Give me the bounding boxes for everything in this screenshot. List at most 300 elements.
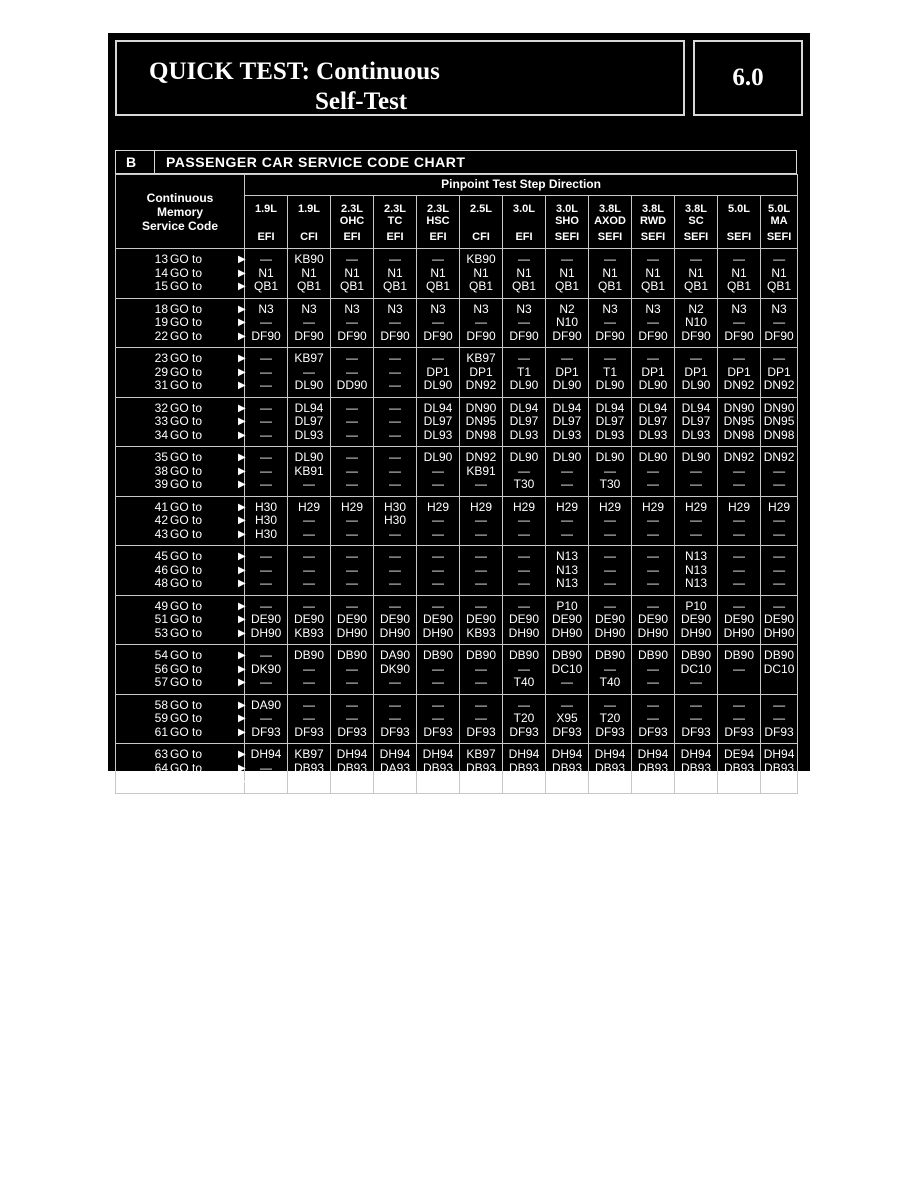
pinpoint-step: — xyxy=(518,526,530,541)
pinpoint-step-cell xyxy=(675,546,718,596)
engine-column-header xyxy=(718,196,761,249)
arrow-right-icon: ▶ xyxy=(238,614,246,625)
pinpoint-step-cell xyxy=(546,249,589,299)
pinpoint-step: N3 xyxy=(473,301,489,316)
engine-column-header xyxy=(417,196,460,249)
pinpoint-step: DL94 xyxy=(552,400,582,415)
arrow-right-icon: ▶ xyxy=(238,303,246,315)
pinpoint-step-cell xyxy=(331,645,374,695)
code-group-row xyxy=(116,645,798,695)
pinpoint-step: N13 xyxy=(555,562,578,577)
pinpoint-step: DF93 xyxy=(294,724,324,739)
pinpoint-step-cell xyxy=(460,546,503,596)
pinpoint-step-cell xyxy=(761,546,798,596)
pinpoint-step: — xyxy=(389,562,401,577)
pinpoint-step: — xyxy=(604,315,616,329)
pinpoint-step: — xyxy=(346,351,358,365)
arrow-right-icon: ▶ xyxy=(238,281,246,292)
pinpoint-step: — xyxy=(346,661,358,676)
pinpoint-step: DF93 xyxy=(595,724,625,739)
pinpoint-step: DD90 xyxy=(336,378,368,392)
go-to-label: GO to xyxy=(170,747,203,761)
pinpoint-step: — xyxy=(475,549,487,563)
pinpoint-step-cell xyxy=(417,694,460,744)
service-code: 41 xyxy=(154,499,168,514)
arrow-right-icon: ▶ xyxy=(238,501,246,513)
pinpoint-step: N1 xyxy=(473,265,489,280)
service-code: 49 xyxy=(154,598,168,613)
pinpoint-step: — xyxy=(432,463,444,478)
service-code: 23 xyxy=(154,351,168,365)
fuel-system: SEFI xyxy=(597,231,623,243)
pinpoint-step: — xyxy=(733,549,745,563)
pinpoint-step: DF90 xyxy=(380,328,410,343)
service-code-cell xyxy=(116,298,245,348)
service-code-line xyxy=(122,649,244,663)
pinpoint-step: DH90 xyxy=(637,625,669,640)
pinpoint-step: — xyxy=(733,576,745,590)
pinpoint-step-cell xyxy=(460,447,503,497)
pinpoint-step: — xyxy=(518,576,530,590)
pinpoint-step: — xyxy=(733,513,745,527)
pinpoint-step-cell xyxy=(331,249,374,299)
pinpoint-step-cell xyxy=(460,249,503,299)
pinpoint-step: N1 xyxy=(771,265,787,280)
pinpoint-step: — xyxy=(475,675,487,689)
pinpoint-step-cell xyxy=(761,645,798,695)
pinpoint-step: KB93 xyxy=(466,625,496,640)
pinpoint-step: DN90 xyxy=(465,400,497,415)
service-code-line xyxy=(122,366,244,380)
engine-size-line xyxy=(761,203,797,227)
pinpoint-step: DF90 xyxy=(251,328,281,343)
service-code-table xyxy=(115,174,798,794)
fuel-system: CFI xyxy=(300,231,318,243)
service-code: 65 xyxy=(154,774,168,788)
pinpoint-step-cell xyxy=(245,348,288,398)
code-group-row xyxy=(116,447,798,497)
pinpoint-step-cell xyxy=(675,645,718,695)
pinpoint-step: — xyxy=(432,697,444,712)
pinpoint-step-cell xyxy=(675,348,718,398)
pinpoint-step: — xyxy=(389,450,401,464)
arrow-right-icon: ▶ xyxy=(238,600,246,612)
pinpoint-step: — xyxy=(389,477,401,491)
pinpoint-step: — xyxy=(518,697,530,712)
pinpoint-step-cell xyxy=(503,397,546,447)
pinpoint-step: — xyxy=(647,675,659,689)
pinpoint-step: T20 xyxy=(599,711,621,725)
service-code-line xyxy=(122,253,244,267)
go-to-label: GO to xyxy=(170,499,203,514)
pinpoint-step-cell xyxy=(503,447,546,497)
pinpoint-step: — xyxy=(647,463,659,478)
pinpoint-step: DF93 xyxy=(552,724,582,739)
engine-size-line xyxy=(417,203,459,227)
pinpoint-step-cell xyxy=(503,595,546,645)
pinpoint-step: — xyxy=(389,675,401,689)
pinpoint-step-cell xyxy=(331,694,374,744)
code-group-row xyxy=(116,694,798,744)
fuel-system: SEFI xyxy=(640,231,666,243)
pinpoint-step: X95 xyxy=(556,711,578,725)
engine-size: 3.0L xyxy=(555,203,578,215)
engine-column-header xyxy=(632,196,675,249)
pinpoint-step: — xyxy=(647,697,659,712)
pinpoint-step-cell xyxy=(245,694,288,744)
pinpoint-step-cell xyxy=(245,546,288,596)
pinpoint-step: DB90 xyxy=(637,648,669,662)
pinpoint-step: DH90 xyxy=(594,625,626,640)
pinpoint-step: DE90 xyxy=(379,612,411,626)
pinpoint-step: — xyxy=(561,252,573,266)
code-group-row xyxy=(116,744,798,794)
pinpoint-step: H29 xyxy=(297,499,320,514)
fuel-system: EFI xyxy=(257,231,275,243)
service-code-line xyxy=(122,748,244,762)
pinpoint-step: N3 xyxy=(387,301,403,316)
service-code: 14 xyxy=(154,265,168,280)
pinpoint-step: — xyxy=(647,513,659,527)
pinpoint-step: DC10 xyxy=(680,661,712,676)
pinpoint-step: — xyxy=(389,774,401,788)
pinpoint-step: — xyxy=(773,463,786,478)
service-code: 61 xyxy=(154,724,168,739)
pinpoint-step: — xyxy=(773,477,786,491)
pinpoint-step-cell xyxy=(718,348,761,398)
pinpoint-step: — xyxy=(475,477,487,491)
go-to-label: GO to xyxy=(170,774,203,788)
pinpoint-step: DB90 xyxy=(764,648,795,662)
engine-variant: TC xyxy=(387,215,403,227)
pinpoint-step: QB1 xyxy=(640,279,665,293)
pinpoint-step: — xyxy=(733,463,745,478)
pinpoint-step-cell xyxy=(417,397,460,447)
pinpoint-step-cell xyxy=(675,298,718,348)
pinpoint-step: DF93 xyxy=(466,724,496,739)
pinpoint-step: — xyxy=(389,315,401,329)
pinpoint-step: H29 xyxy=(641,499,664,514)
pinpoint-step: DF93 xyxy=(724,724,754,739)
pinpoint-step: DL94 xyxy=(423,400,453,415)
pinpoint-step: T40 xyxy=(513,675,535,689)
pinpoint-step: — xyxy=(260,562,272,577)
pinpoint-step: H29 xyxy=(555,499,578,514)
pinpoint-step: DB90 xyxy=(594,648,626,662)
service-code: 22 xyxy=(154,328,168,343)
pinpoint-step: N13 xyxy=(555,549,578,563)
pinpoint-step-cell xyxy=(589,249,632,299)
pinpoint-step-cell xyxy=(718,744,761,794)
pinpoint-step: KB90 xyxy=(466,252,496,266)
pinpoint-step-cell xyxy=(761,744,798,794)
service-code: 42 xyxy=(154,513,168,527)
pinpoint-step-cell xyxy=(503,496,546,546)
pinpoint-step: — xyxy=(604,576,616,590)
engine-column-header xyxy=(503,196,546,249)
pinpoint-step-cell xyxy=(417,645,460,695)
pinpoint-step: T20 xyxy=(513,711,535,725)
arrow-right-icon: ▶ xyxy=(238,380,246,391)
pinpoint-step-cell xyxy=(589,447,632,497)
service-code: 19 xyxy=(154,315,168,329)
pinpoint-step: N1 xyxy=(516,265,532,280)
pinpoint-step: DN90 xyxy=(723,400,755,415)
pinpoint-step: — xyxy=(389,378,401,392)
pinpoint-step: N3 xyxy=(645,301,661,316)
pinpoint-step: — xyxy=(389,526,401,541)
arrow-right-icon: ▶ xyxy=(238,366,246,378)
go-to-label: GO to xyxy=(170,364,203,379)
pinpoint-step: — xyxy=(690,477,702,491)
service-code-line xyxy=(122,303,244,317)
pinpoint-step: DN98 xyxy=(723,427,755,442)
pinpoint-step: DN92 xyxy=(763,378,795,392)
arrow-right-icon: ▶ xyxy=(238,749,246,760)
go-to-label: GO to xyxy=(170,648,203,662)
pinpoint-step: DH94 xyxy=(763,747,795,761)
pinpoint-step-cell xyxy=(503,249,546,299)
pinpoint-step-cell xyxy=(460,397,503,447)
pinpoint-step-cell xyxy=(546,546,589,596)
pinpoint-step: N3 xyxy=(771,301,787,316)
pinpoint-step: — xyxy=(260,414,272,428)
pinpoint-step: H29 xyxy=(768,499,791,514)
pinpoint-step: — xyxy=(733,661,745,676)
pinpoint-step: DN92 xyxy=(723,378,755,392)
pinpoint-step: DF90 xyxy=(764,328,794,343)
pinpoint-step-cell xyxy=(245,744,288,794)
pinpoint-step: — xyxy=(561,351,573,365)
pinpoint-step: — xyxy=(647,252,659,266)
pinpoint-step: — xyxy=(346,477,358,491)
engine-size: 2.3L xyxy=(426,203,449,215)
pinpoint-step: T1 xyxy=(602,364,617,379)
service-code-rows xyxy=(116,249,798,794)
pinpoint-step: DB93 xyxy=(508,760,540,775)
code-group-row xyxy=(116,298,798,348)
pinpoint-step-cell xyxy=(632,496,675,546)
pinpoint-step: H29 xyxy=(598,499,621,514)
pinpoint-step-cell xyxy=(589,744,632,794)
pinpoint-step: KB97 xyxy=(466,747,496,761)
go-to-label: GO to xyxy=(170,279,203,293)
arrow-right-icon: ▶ xyxy=(238,528,246,540)
service-code: 18 xyxy=(154,301,168,316)
arrow-right-icon: ▶ xyxy=(238,416,246,427)
go-to-label: GO to xyxy=(170,526,203,541)
pinpoint-step: DL93 xyxy=(595,427,625,442)
engine-size-line xyxy=(374,203,416,227)
pinpoint-step: KB90 xyxy=(294,252,324,266)
pinpoint-step: — xyxy=(475,562,487,577)
pinpoint-step: H30 xyxy=(383,499,406,514)
service-code-line xyxy=(122,330,244,344)
pinpoint-step: DE90 xyxy=(764,612,795,626)
pinpoint-step-cell xyxy=(546,496,589,546)
pinpoint-step: N1 xyxy=(731,265,747,280)
go-to-label: GO to xyxy=(170,400,203,415)
pinpoint-step: DE90 xyxy=(594,612,626,626)
service-code-line xyxy=(122,280,244,294)
pinpoint-step: DH94 xyxy=(250,747,282,761)
pinpoint-step: H30 xyxy=(254,526,277,541)
code-group-row xyxy=(116,249,798,299)
pinpoint-step-cell xyxy=(632,447,675,497)
pinpoint-step: DK90 xyxy=(379,661,411,676)
arrow-right-icon: ▶ xyxy=(238,627,246,639)
pinpoint-step-cell xyxy=(460,348,503,398)
pinpoint-step: DF90 xyxy=(681,328,711,343)
arrow-right-icon: ▶ xyxy=(238,699,246,711)
service-code-cell xyxy=(116,546,245,596)
pinpoint-step-cell xyxy=(417,447,460,497)
pinpoint-step: H30 xyxy=(254,513,277,527)
pinpoint-step: DB90 xyxy=(680,648,712,662)
engine-size-line xyxy=(503,203,545,215)
service-code-line xyxy=(122,528,244,542)
pinpoint-step: — xyxy=(733,526,745,541)
service-code-line xyxy=(122,627,244,641)
pinpoint-step: — xyxy=(260,598,272,613)
engine-size-line xyxy=(675,203,717,227)
pinpoint-step: — xyxy=(518,562,530,577)
fuel-system: SEFI xyxy=(726,231,752,243)
service-code: 13 xyxy=(154,252,168,266)
pinpoint-step: DF90 xyxy=(724,328,754,343)
pinpoint-step: T30 xyxy=(599,477,621,491)
pinpoint-step: DP1 xyxy=(767,364,791,379)
service-code: 29 xyxy=(154,364,168,379)
pinpoint-step-cell xyxy=(675,744,718,794)
pinpoint-step: — xyxy=(518,463,530,478)
service-code-line xyxy=(122,267,244,281)
pinpoint-step-cell xyxy=(503,546,546,596)
pinpoint-step: — xyxy=(561,477,573,491)
fuel-system: CFI xyxy=(472,231,490,243)
pinpoint-step: DL97 xyxy=(681,414,711,428)
pinpoint-step: — xyxy=(647,576,659,590)
pinpoint-step: DH90 xyxy=(250,625,282,640)
pinpoint-step: — xyxy=(303,661,315,676)
pinpoint-step: DA93 xyxy=(379,760,411,775)
fuel-system: EFI xyxy=(515,231,533,243)
pinpoint-step-cell xyxy=(331,546,374,596)
pinpoint-step: — xyxy=(303,549,315,563)
pinpoint-step-cell xyxy=(675,496,718,546)
pinpoint-step: — xyxy=(260,477,272,491)
pinpoint-step: DB90 xyxy=(293,648,325,662)
pinpoint-step: — xyxy=(303,576,315,590)
pinpoint-step-cell xyxy=(417,744,460,794)
code-group-row xyxy=(116,496,798,546)
pinpoint-step: — xyxy=(518,549,530,563)
pinpoint-step: — xyxy=(733,697,745,712)
pinpoint-step: — xyxy=(389,400,401,415)
pinpoint-step: DF90 xyxy=(294,328,324,343)
arrow-right-icon: ▶ xyxy=(238,465,246,477)
pinpoint-step: — xyxy=(475,513,487,527)
pinpoint-step-cell xyxy=(632,744,675,794)
pinpoint-step-cell xyxy=(546,348,589,398)
engine-size: 3.8L xyxy=(598,203,621,215)
pinpoint-step: DN95 xyxy=(763,414,795,428)
pinpoint-step: DH90 xyxy=(379,625,411,640)
arrow-right-icon: ▶ xyxy=(238,402,246,414)
pinpoint-step: DH90 xyxy=(508,625,540,640)
pinpoint-step: — xyxy=(773,711,786,725)
go-to-label: GO to xyxy=(170,328,203,343)
pinpoint-step: — xyxy=(346,562,358,577)
service-code: 59 xyxy=(154,711,168,725)
pinpoint-step: — xyxy=(303,315,315,329)
pinpoint-step: DP1 xyxy=(426,364,450,379)
pinpoint-step: DL94 xyxy=(638,400,668,415)
pinpoint-step-cell xyxy=(546,447,589,497)
pinpoint-step: — xyxy=(733,351,745,365)
pinpoint-step: — xyxy=(475,526,487,541)
pinpoint-step: — xyxy=(647,562,659,577)
service-code: 57 xyxy=(154,675,168,689)
arrow-right-icon: ▶ xyxy=(238,479,246,490)
go-to-label: GO to xyxy=(170,576,203,590)
pinpoint-step: — xyxy=(604,598,616,613)
chart-letter: B xyxy=(126,154,137,170)
pinpoint-step-cell xyxy=(460,595,503,645)
go-to-label: GO to xyxy=(170,315,203,329)
pinpoint-step: — xyxy=(260,351,272,365)
pinpoint-step: DH94 xyxy=(508,747,540,761)
pinpoint-step: — xyxy=(346,513,358,527)
pinpoint-step: DF90 xyxy=(466,328,496,343)
pinpoint-step-cell xyxy=(245,397,288,447)
pinpoint-step-cell xyxy=(288,298,331,348)
pinpoint-step: — xyxy=(303,774,315,788)
pinpoint-step: N3 xyxy=(516,301,532,316)
pinpoint-step: DN98 xyxy=(763,427,795,442)
pinpoint-step: — xyxy=(690,513,702,527)
pinpoint-step: DF90 xyxy=(595,328,625,343)
pinpoint-step: — xyxy=(346,526,358,541)
pinpoint-step: — xyxy=(647,711,659,725)
pinpoint-step: DF90 xyxy=(638,328,668,343)
pinpoint-step-cell xyxy=(546,645,589,695)
service-code: 46 xyxy=(154,562,168,577)
pinpoint-step: — xyxy=(518,774,530,788)
engine-size: 1.9L xyxy=(254,203,277,215)
service-code: 15 xyxy=(154,279,168,293)
engine-size-line xyxy=(632,203,674,227)
pinpoint-step: DH94 xyxy=(680,747,712,761)
pinpoint-step-cell xyxy=(632,595,675,645)
pinpoint-step: DE90 xyxy=(551,612,583,626)
pinpoint-step: DP1 xyxy=(469,364,493,379)
go-to-label: GO to xyxy=(170,562,203,577)
pinpoint-step-cell xyxy=(374,447,417,497)
pinpoint-step-cell xyxy=(331,744,374,794)
pinpoint-step: KB97 xyxy=(294,351,324,365)
pinpoint-step-cell xyxy=(245,249,288,299)
go-to-label: GO to xyxy=(170,252,203,266)
pinpoint-step-cell xyxy=(761,447,798,497)
pinpoint-step: DB90 xyxy=(422,648,454,662)
pinpoint-step: DF93 xyxy=(681,724,711,739)
pinpoint-step: N1 xyxy=(344,265,360,280)
engine-size-line xyxy=(288,203,330,215)
engine-size: 3.8L xyxy=(641,203,664,215)
pinpoint-step: T1 xyxy=(516,364,531,379)
go-to-label: GO to xyxy=(170,661,203,676)
